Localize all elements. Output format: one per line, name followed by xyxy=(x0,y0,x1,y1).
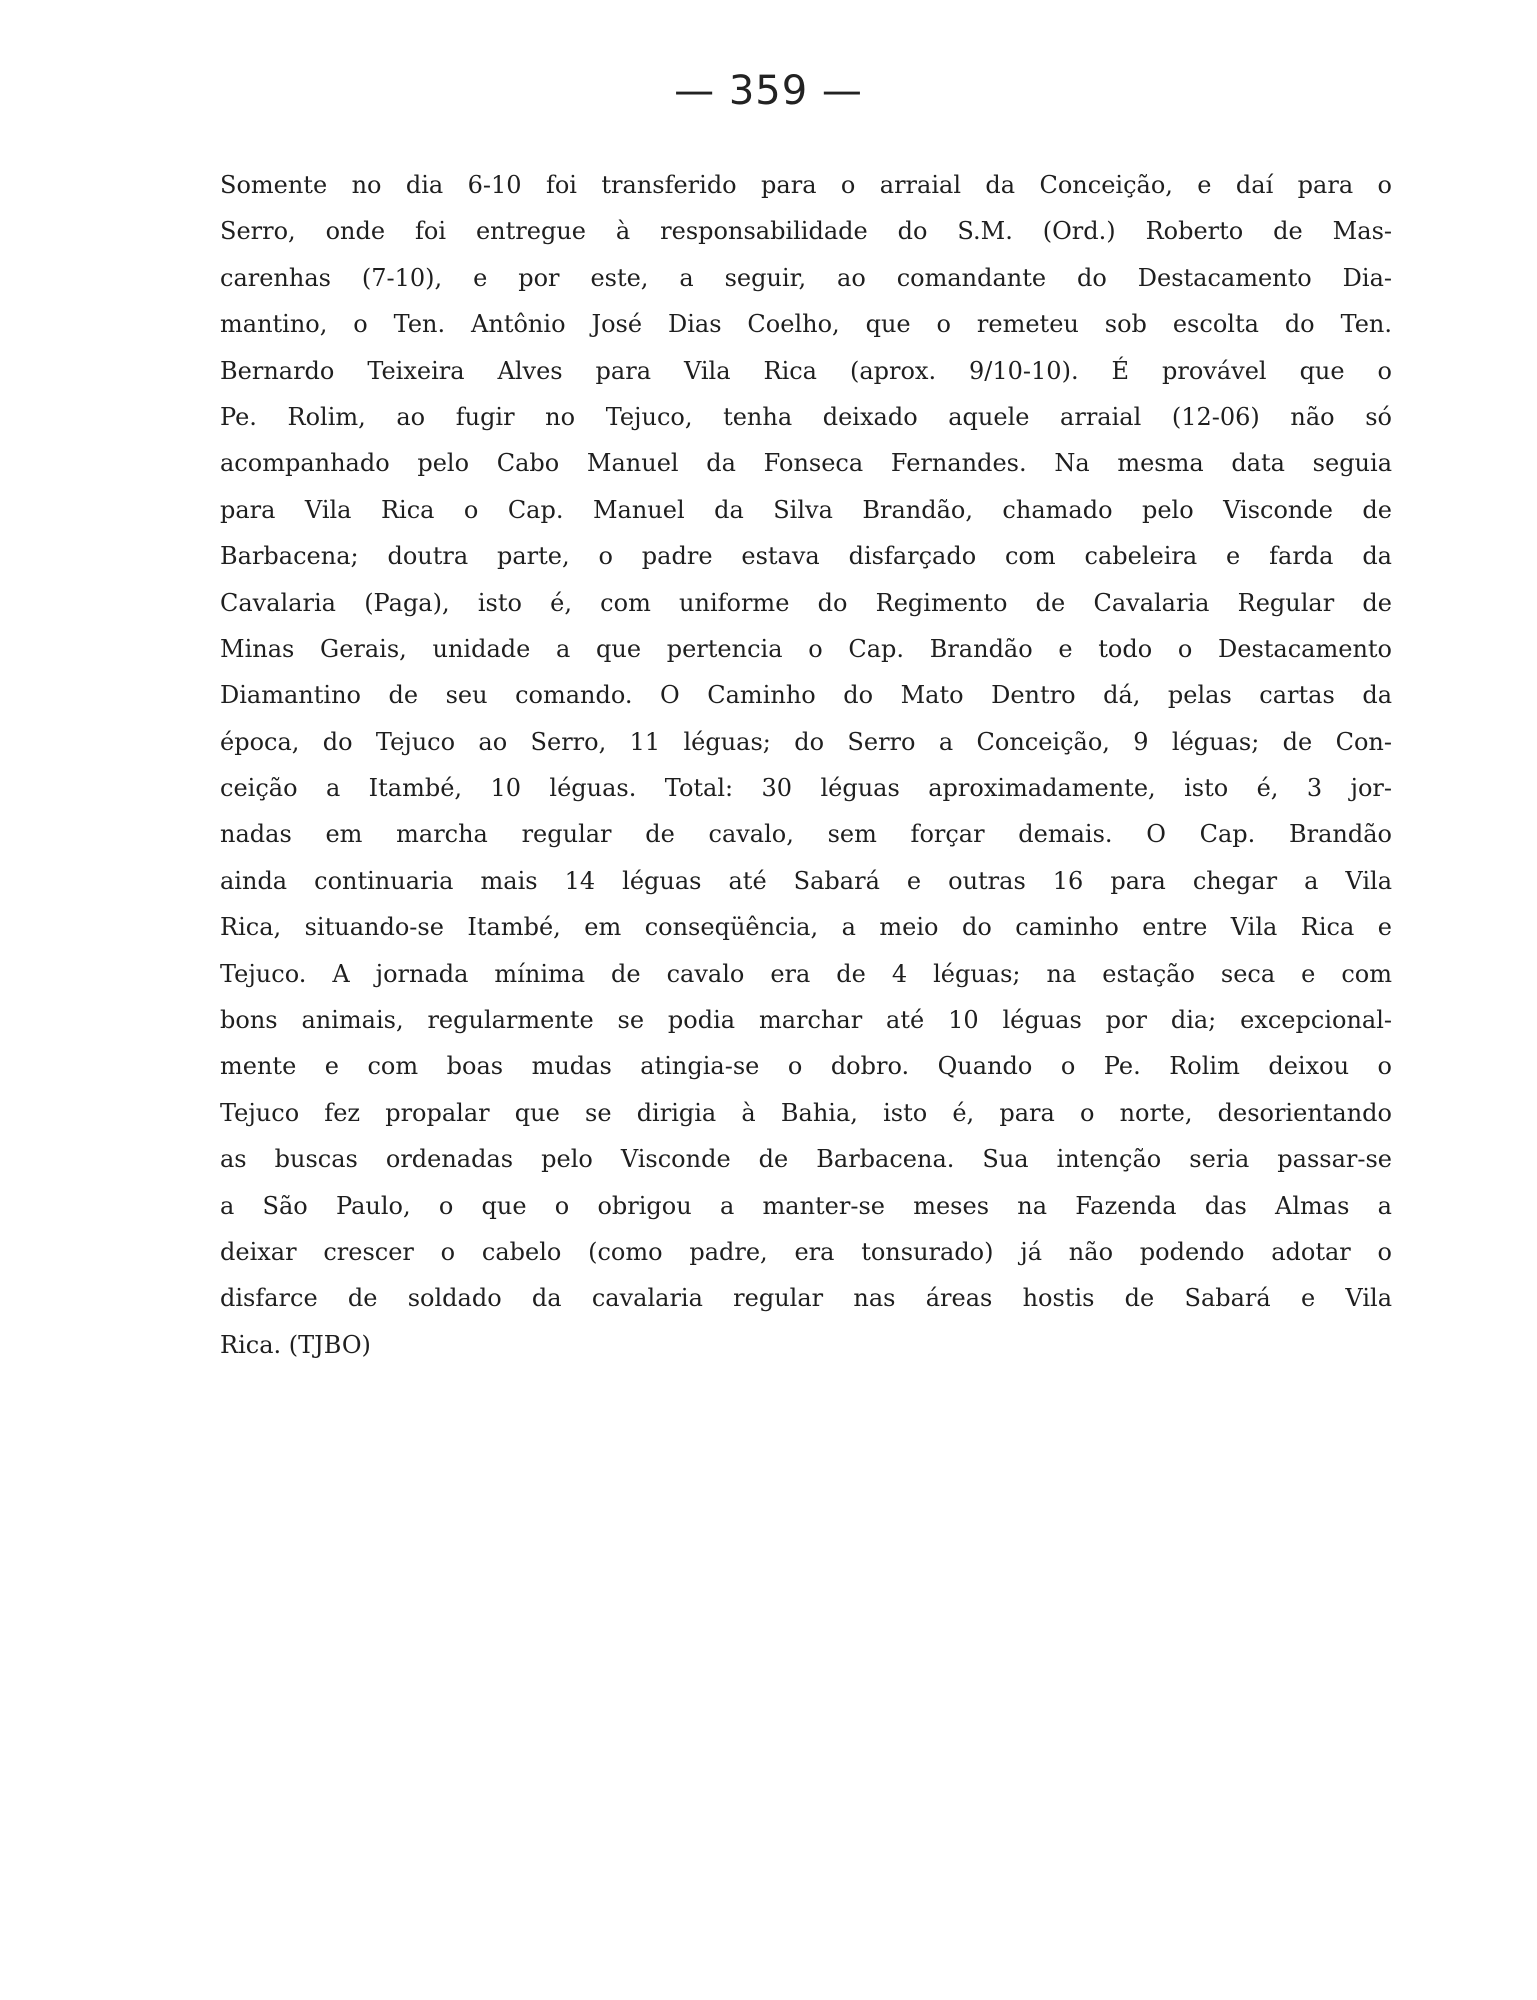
paragraph-line: a São Paulo, o que o obrigou a manter-se meses na Fazenda das Almas a xyxy=(220,1191,1392,1220)
paragraph-line: nadas em marcha regular de cavalo, sem forçar demais. O Cap. Brandão xyxy=(220,820,1392,849)
paragraph-line: época, do Tejuco ao Serro, 11 léguas; do Serro a Conceição, 9 léguas; de Con- xyxy=(220,727,1392,756)
paragraph-line: mantino, o Ten. Antônio José Dias Coelho, que o remeteu sob escolta do Ten. xyxy=(220,310,1392,339)
paragraph-line: Diamantino de seu comando. O Caminho do Mato Dentro dá, pelas cartas da xyxy=(220,681,1392,710)
paragraph-line: deixar crescer o cabelo (como padre, era tonsurado) já não podendo adotar o xyxy=(220,1237,1392,1266)
paragraph-line: bons animais, regularmente se podia marchar até 10 léguas por dia; excepcional- xyxy=(220,1006,1392,1035)
paragraph xyxy=(220,162,1392,1368)
paragraph-line: Serro, onde foi entregue à responsabilidade do S.M. (Ord.) Roberto de Mas- xyxy=(220,217,1392,246)
paragraph-line: as buscas ordenadas pelo Visconde de Barbacena. Sua intenção seria passar-se xyxy=(220,1145,1392,1174)
paragraph-line: Tejuco. A jornada mínima de cavalo era de 4 léguas; na estação seca e com xyxy=(220,959,1392,988)
paragraph-line: Tejuco fez propalar que se dirigia à Bahia, isto é, para o norte, desorientando xyxy=(220,1098,1392,1127)
paragraph-line: Barbacena; doutra parte, o padre estava disfarçado com cabeleira e farda da xyxy=(220,542,1392,571)
paragraph-line: Minas Gerais, unidade a que pertencia o Cap. Brandão e todo o Destacamento xyxy=(220,634,1392,663)
paragraph-line: carenhas (7-10), e por este, a seguir, ao comandante do Destacamento Dia- xyxy=(220,263,1392,292)
paragraph-line: Bernardo Teixeira Alves para Vila Rica (aprox. 9/10-10). É provável que o xyxy=(220,356,1392,385)
paragraph-line: mente e com boas mudas atingia-se o dobro. Quando o Pe. Rolim deixou o xyxy=(220,1052,1392,1081)
paragraph-line: Rica, situando-se Itambé, em conseqüência, a meio do caminho entre Vila Rica e xyxy=(220,913,1392,942)
paragraph-line: Rica. (TJBO) xyxy=(220,1330,371,1359)
paragraph-line: ceição a Itambé, 10 léguas. Total: 30 léguas aproximadamente, isto é, 3 jor- xyxy=(220,774,1392,803)
paragraph-line: disfarce de soldado da cavalaria regular nas áreas hostis de Sabará e Vila xyxy=(220,1284,1392,1313)
paragraph-line: Pe. Rolim, ao fugir no Tejuco, tenha deixado aquele arraial (12-06) não só xyxy=(220,402,1392,431)
paragraph-line: Somente no dia 6-10 foi transferido para o arraial da Conceição, e daí para o xyxy=(220,171,1392,199)
paragraph-line: Cavalaria (Paga), isto é, com uniforme do Regimento de Cavalaria Regular de xyxy=(220,588,1392,617)
page-number: — 359 — xyxy=(674,68,863,114)
paragraph-line: para Vila Rica o Cap. Manuel da Silva Brandão, chamado pelo Visconde de xyxy=(220,495,1392,524)
paragraph-line: ainda continuaria mais 14 léguas até Sabará e outras 16 para chegar a Vila xyxy=(220,866,1392,895)
paragraph-line: acompanhado pelo Cabo Manuel da Fonseca Fernandes. Na mesma data seguia xyxy=(220,449,1392,478)
